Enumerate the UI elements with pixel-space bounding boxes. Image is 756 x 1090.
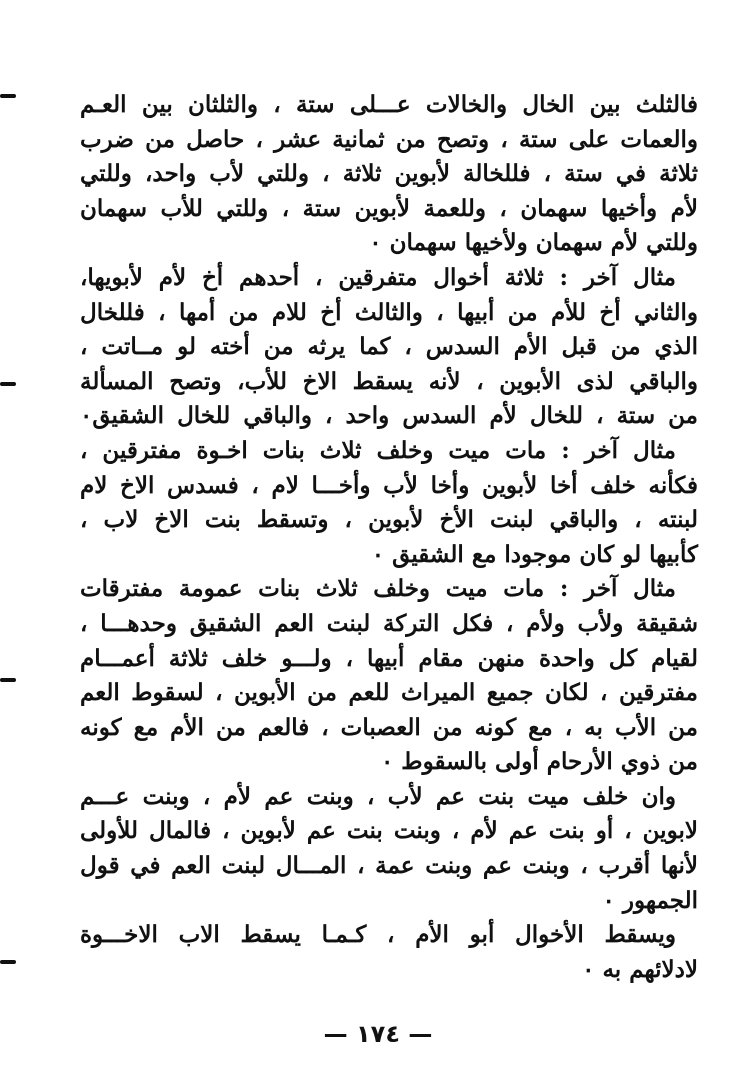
text-line: مثال آخر : مات ميت وخلف ثلاث بنات عمومة مفترقات xyxy=(80,575,676,603)
text-line: فالثلث بين الخال والخالات عـــلى ستة ، والثلثان بين العـم xyxy=(80,91,698,118)
text-line: لابوين ، أو بنت عم لأم ، وبنت بنت عم لأبوين ، فالمال للأولى xyxy=(80,817,698,845)
text-line: الذي من قبل الأم السدس ، كما يرثه من أخته لو مــاتت ، xyxy=(80,333,698,361)
text-line: ويسقط الأخوال أبو الأم ، كـمـا يسقط الاب الاخـــوة xyxy=(80,921,676,949)
text-line: لبنته ، والباقي لبنت الأخ لأبوين ، وتسقط بنت الاخ لاب ، xyxy=(80,506,698,534)
page-number: — ١٧٤ — xyxy=(323,1020,433,1048)
page-edge-mark xyxy=(0,960,16,964)
text-line: شقيقة ولأب ولأم ، فكل التركة لبنت العم الشقيق وحدهـــا ، xyxy=(80,609,698,637)
page-edge-mark xyxy=(0,678,16,682)
text-line: من الأب به ، مع كونه من العصبات ، فالعم من الأم مع كونه xyxy=(80,713,698,741)
body-text xyxy=(80,88,698,987)
text-line: مثال آخر : مات ميت وخلف ثلاث بنات اخـوة مفترقين ، xyxy=(80,436,676,464)
text-line: من ذوي الأرحام أولى بالسقوط ٠ xyxy=(380,748,698,776)
text-line: فكأنه خلف أخا لأبوين وأخا لأب وأخـــا لام ، فسدس الاخ لام xyxy=(80,471,698,499)
text-line: والثاني أخ للأم من أبيها ، والثالث أخ للام من أمها ، فللخال xyxy=(80,298,698,326)
text-line: وللتي لأم سهمان ولأخيها سهمان ٠ xyxy=(369,229,698,257)
text-line: لأنها أقرب ، وبنت عم وبنت عمة ، المـــال لبنت العم في قول xyxy=(80,852,698,880)
text-line: ثلاثة في ستة ، فللخالة لأبوين ثلاثة ، وللتي لأب واحد، وللتي xyxy=(80,160,698,188)
text-line: لأم وأخيها سهمان ، وللعمة لأبوين ستة ، وللتي للأب سهمان xyxy=(80,194,698,222)
text-line: من ستة ، للخال لأم السدس واحد ، والباقي للخال الشقيق٠ xyxy=(80,402,698,430)
text-line: مفترقين ، لكان جميع الميراث للعم من الأبوين ، لسقوط العم xyxy=(80,679,698,707)
text-line: الجمهور ٠ xyxy=(602,886,698,914)
page-edge-mark xyxy=(0,382,16,386)
text-line: لادلائهم به ٠ xyxy=(582,955,698,983)
text-line: وان خلف ميت بنت عم لأب ، وبنت عم لأم ، وبنت عـــم xyxy=(80,782,676,810)
text-line: والعمات على ستة ، وتصح من ثمانية عشر ، حاصل من ضرب xyxy=(80,125,698,153)
text-line: مثال آخر : ثلاثة أخوال متفرقين ، أحدهم أخ لأم لأبويها، xyxy=(80,263,676,291)
text-line: والباقي لذى الأبوين ، لأنه يسقط الاخ للأب، وتصح المسألة xyxy=(80,367,698,395)
text-line: كأبيها لو كان موجودا مع الشقيق ٠ xyxy=(371,540,698,568)
text-line: لقيام كل واحدة منهن مقام أبيها ، ولـــو خلف ثلاثة أعمـــام xyxy=(80,644,698,672)
page-edge-mark xyxy=(0,94,16,98)
